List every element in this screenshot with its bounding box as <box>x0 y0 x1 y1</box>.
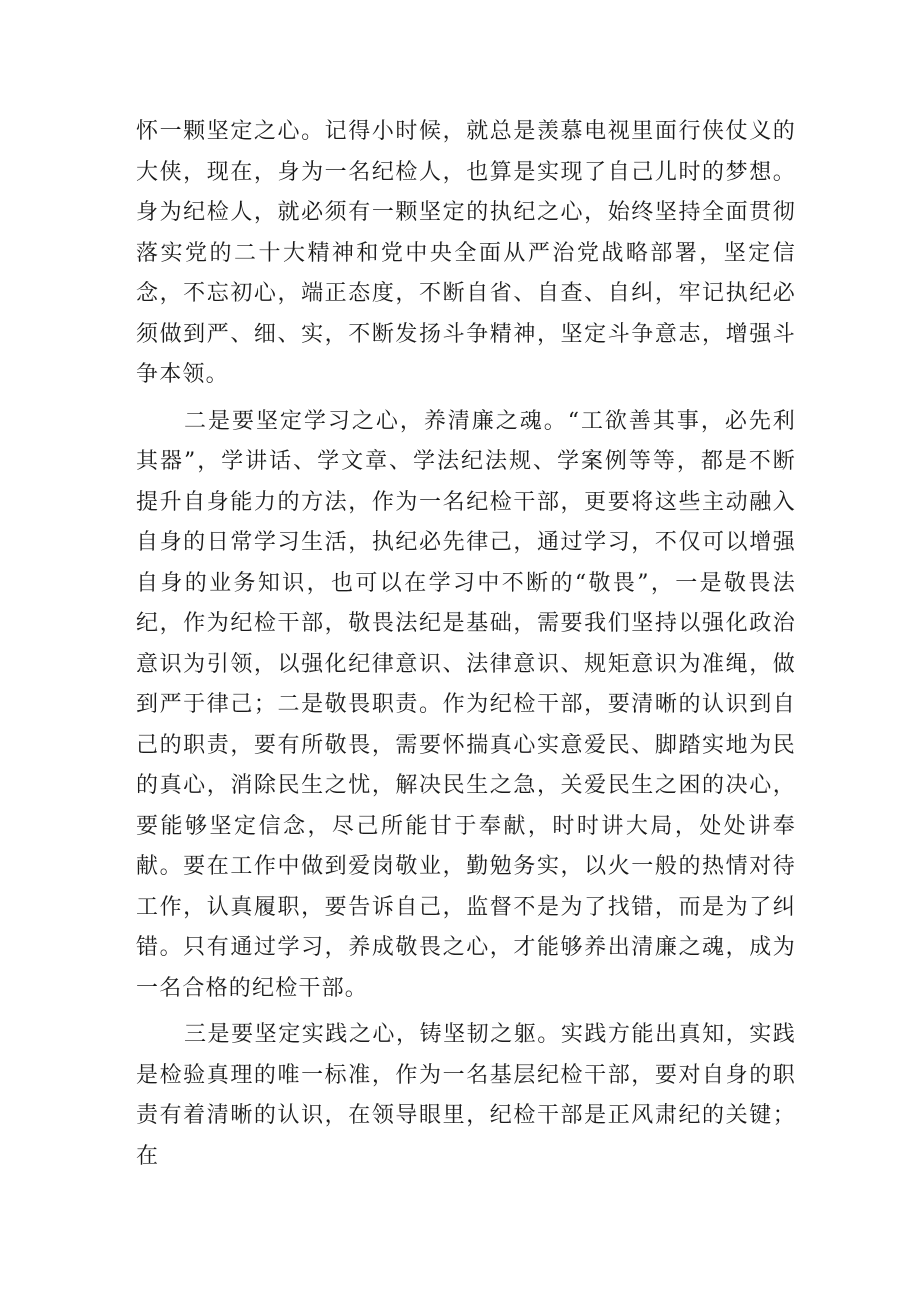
document-body <box>136 112 796 1177</box>
paragraph-study-heart: 二是要坚定学习之心，养清廉之魂。“工欲善其事，必先利其器”，学讲话、学文章、学法纪法规、学案例等等，都是不断提升自身能力的方法，作为一名纪检干部，更要将这些主动融入自身的日常学习生活，执纪必先律己，通过学习，不仅可以增强自身的业务知识，也可以在学习中不断的“敬畏”，一是敬畏法纪，作为纪检干部，敬畏法纪是基础，需要我们坚持以强化政治意识为引领，以强化纪律意识、法律意识、规矩意识为准绳，做到严于律己；二是敬畏职责。作为纪检干部，要清晰的认识到自己的职责，要有所敬畏，需要怀揣真心实意爱民、脚踏实地为民的真心，消除民生之忧，解决民生之急，关爱民生之困的决心，要能够坚定信念，尽己所能甘于奉献，时时讲大局，处处讲奉献。要在工作中做到爱岗敬业，勤勉务实，以火一般的热情对待工作，认真履职，要告诉自己，监督不是为了找错，而是为了纠错。只有通过学习，养成敬畏之心，才能够养出清廉之魂，成为一名合格的纪检干部。 <box>136 408 796 1001</box>
paragraph-intro-continuation: 怀一颗坚定之心。记得小时候，就总是羡慕电视里面行侠仗义的大侠，现在，身为一名纪检人，也算是实现了自己儿时的梦想。身为纪检人，就必须有一颗坚定的执纪之心，始终坚持全面贯彻落实党的二十大精神和党中央全面从严治党战略部署，坚定信念，不忘初心，端正态度，不断自省、自查、自纠，牢记执纪必须做到严、细、实，不断发扬斗争精神，坚定斗争意志，增强斗争本领。 <box>136 119 796 387</box>
paragraph-practice-heart: 三是要坚定实践之心，铸坚韧之躯。实践方能出真知，实践是检验真理的唯一标准，作为一名基层纪检干部，要对自身的职责有着清晰的认识，在领导眼里，纪检干部是正风肃纪的关键；在 <box>136 1022 796 1169</box>
